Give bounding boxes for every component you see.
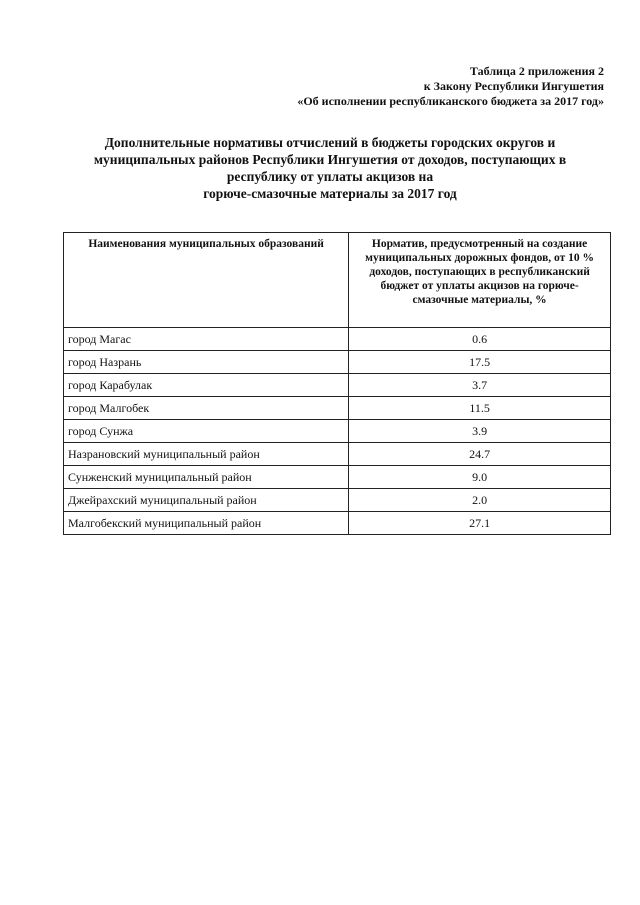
table-row <box>64 466 611 489</box>
norm-value: 3.7 <box>349 374 611 397</box>
header-line-2: к Закону Республики Ингушетия <box>423 79 604 93</box>
municipality-name: город Магас <box>64 328 349 351</box>
title-line-2: муниципальных районов Республики Ингушетия от доходов, поступающих в <box>93 152 567 167</box>
table-row <box>64 397 611 420</box>
header-norm: Норматив, предусмотренный на создание муниципальных дорожных фондов, от 10 % доходов, поступающих в республиканский бюджет от уплаты акцизов на горюче-смазочные материалы, % <box>349 233 611 328</box>
header-line-1: Таблица 2 приложения 2 <box>469 64 604 78</box>
norms-table <box>63 232 611 535</box>
title-line-1: Дополнительные нормативы отчислений в бюджеты городских округов и <box>104 135 556 150</box>
norm-value: 17.5 <box>349 351 611 374</box>
document-title <box>60 134 600 202</box>
municipality-name: Назрановский муниципальный район <box>64 443 349 466</box>
municipality-name: город Сунжа <box>64 420 349 443</box>
norm-value: 24.7 <box>349 443 611 466</box>
table-header-row <box>64 233 611 328</box>
norm-value: 27.1 <box>349 512 611 535</box>
table-row <box>64 374 611 397</box>
table-row <box>64 443 611 466</box>
table-row <box>64 351 611 374</box>
norm-value: 11.5 <box>349 397 611 420</box>
norm-value: 0.6 <box>349 328 611 351</box>
table-row <box>64 328 611 351</box>
norm-value: 2.0 <box>349 489 611 512</box>
municipality-name: город Малгобек <box>64 397 349 420</box>
table-row <box>64 489 611 512</box>
title-line-3: республику от уплаты акцизов на <box>226 169 434 184</box>
municipality-name: Малгобекский муниципальный район <box>64 512 349 535</box>
municipality-name: город Карабулак <box>64 374 349 397</box>
header-line-3: «Об исполнении республиканского бюджета за 2017 год» <box>297 94 604 108</box>
norm-value: 9.0 <box>349 466 611 489</box>
title-line-4: горюче-смазочные материалы за 2017 год <box>203 186 457 201</box>
header-municipality: Наименования муниципальных образований <box>64 233 349 328</box>
document-header <box>297 64 604 109</box>
table-row <box>64 512 611 535</box>
norm-value: 3.9 <box>349 420 611 443</box>
municipality-name: город Назрань <box>64 351 349 374</box>
table-row <box>64 420 611 443</box>
municipality-name: Джейрахский муниципальный район <box>64 489 349 512</box>
municipality-name: Сунженский муниципальный район <box>64 466 349 489</box>
